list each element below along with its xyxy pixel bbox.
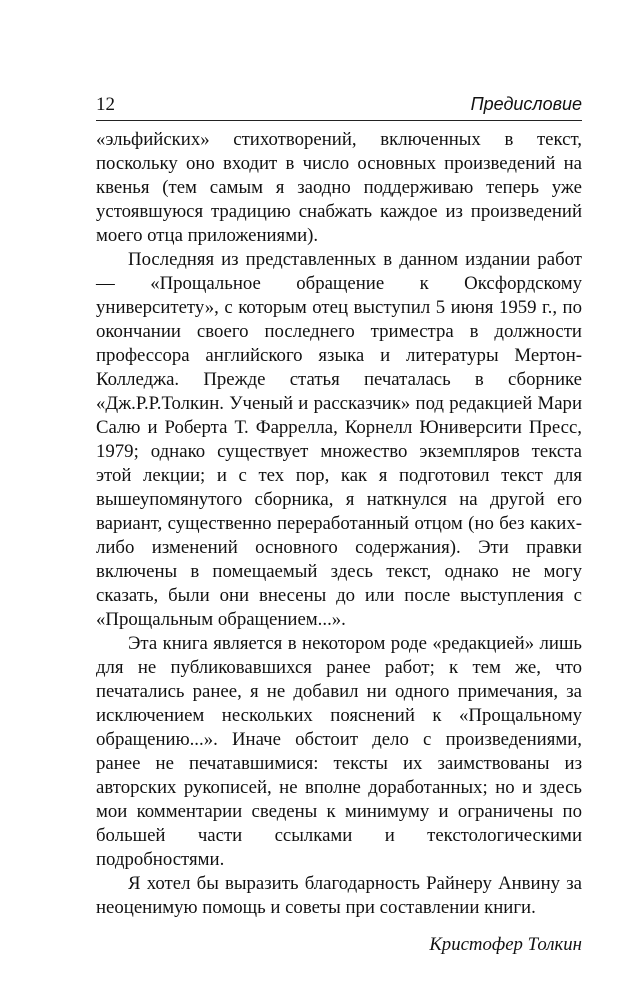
page-number: 12	[96, 94, 115, 115]
paragraph-farewell-address: Последняя из представленных в данном издании работ — «Прощальное обращение к Оксфордскому университету», с которым отец выступил 5 июня 1959 г., по окончании своего последнего триместра в должности профессора английского языка и литературы Мертон-Колледжа. Прежде статья печаталась в сборнике «Дж.Р.Р.Толкин. Ученый и рассказчик» под редакцией Мари Салю и Роберта Т. Фаррелла, Корнелл Юниверсити Пресс, 1979; однако существует множество экземпляров текста этой лекции; и с тех пор, как я подготовил текст для вышеупомянутого сборника, я наткнулся на другой его вариант, существенно переработанный отцом (но без каких-либо изменений основного содержания). Эти правки включены в помещаемый здесь текст, однако не могу сказать, были они внесены до или после выступления с «Прощальным обращением...».	[96, 249, 582, 630]
author-signature: Кристофер Толкин	[429, 934, 582, 955]
body-text	[96, 128, 582, 920]
paragraph-acknowledgement: Я хотел бы выразить благодарность Райнеру Анвину за неоценимую помощь и советы при составлении книги.	[96, 873, 582, 918]
book-page	[96, 93, 582, 957]
section-title: Предисловие	[470, 94, 582, 114]
paragraph-editorial-note: Эта книга является в некотором роде «редакцией» лишь для не публиковавшихся ранее работ; к тем же, что печатались ранее, я не добавил ни одного примечания, за исключением нескольких пояснений к «Прощальному обращению...». Иначе обстоит дело с произведениями, ранее не печатавшимися: тексты их заимствованы из авторских рукописей, не вполне доработанных; но и здесь мои комментарии сведены к минимуму и ограничены по большей части ссылками и текстологическими подробностями.	[96, 633, 582, 870]
paragraph-continuation: «эльфийских» стихотворений, включенных в текст, поскольку оно входит в число основных произведений на квенья (тем самым я заодно поддерживаю теперь уже устоявшуюся традицию снабжать каждое из произведений моего отца приложениями).	[96, 129, 582, 246]
running-header	[96, 93, 582, 121]
